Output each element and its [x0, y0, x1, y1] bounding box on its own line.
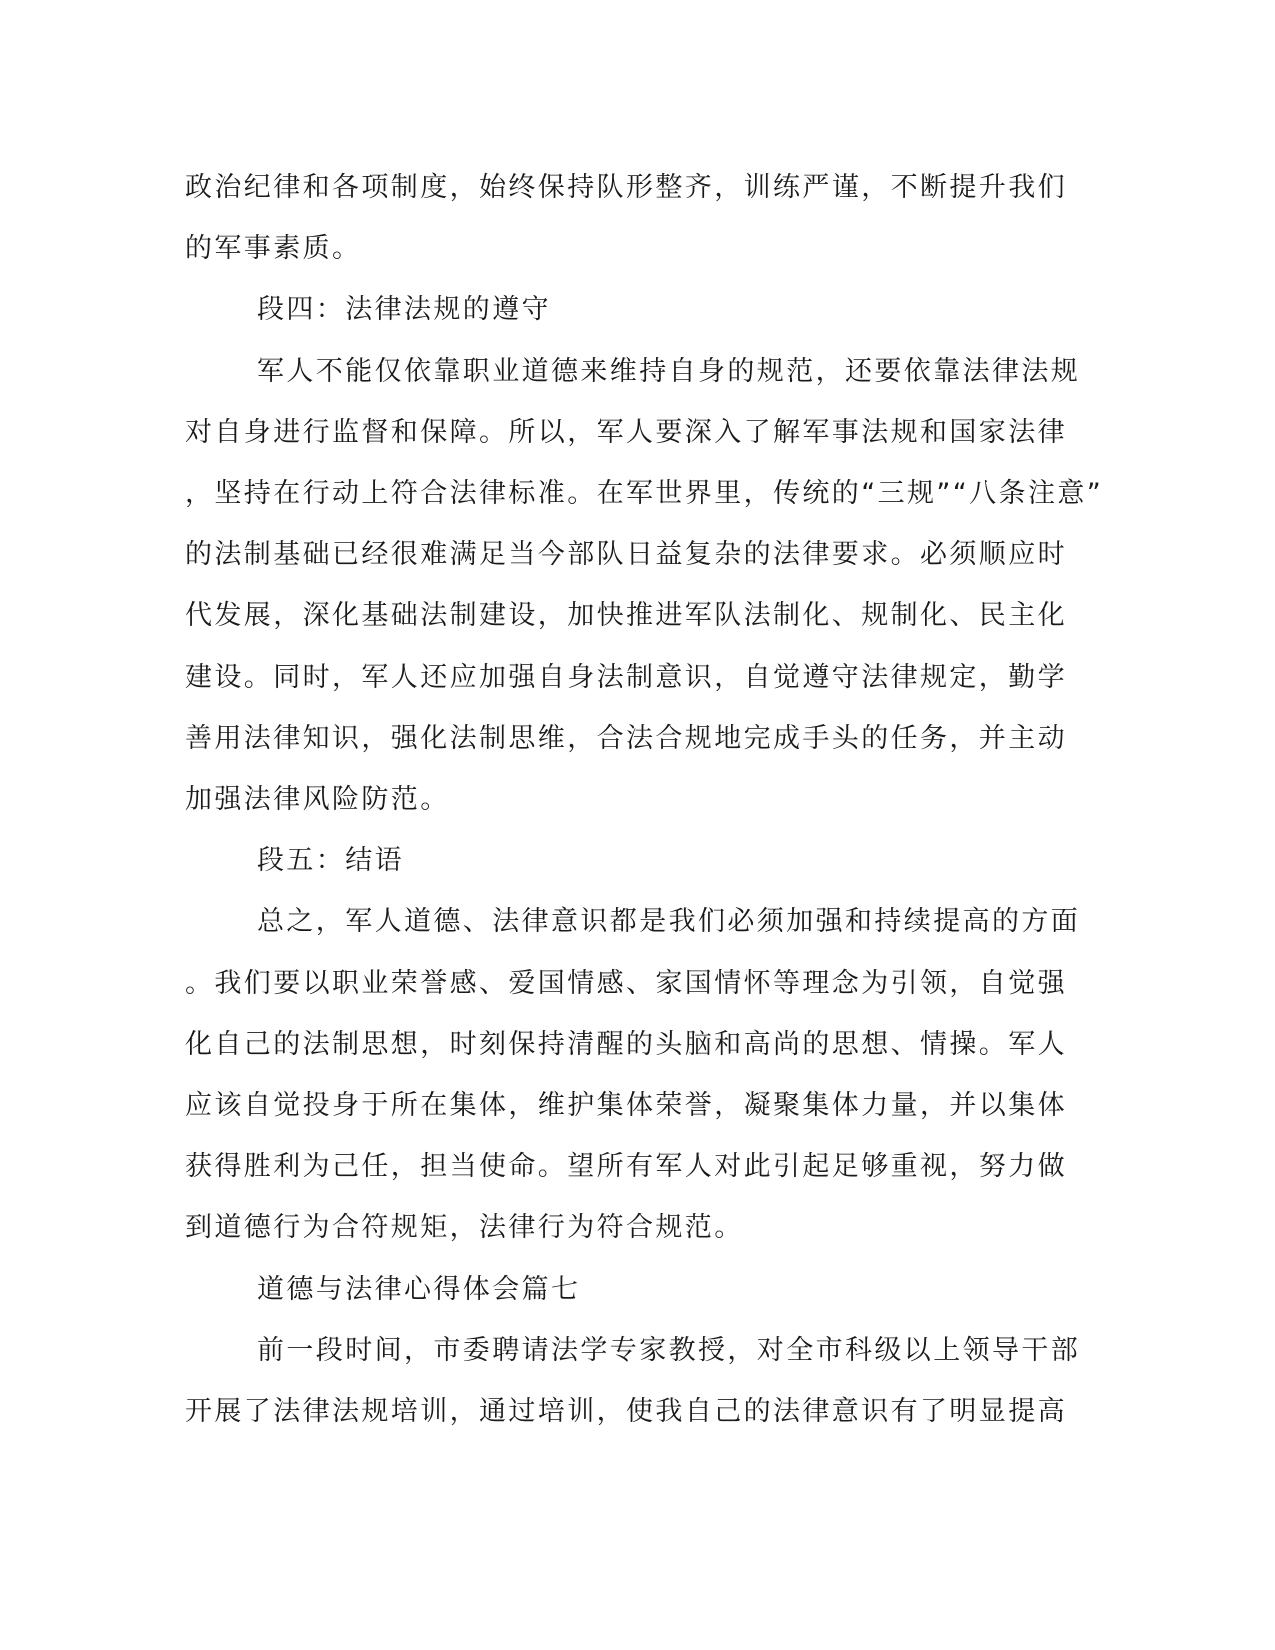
text-line: 的法制基础已经很难满足当今部队日益复杂的法律要求。必须顺应时 [185, 539, 1067, 571]
section-heading-4 [185, 279, 1065, 340]
text-line: 建设。同时，军人还应加强自身法制意识，自觉遵守法律规定，勤学 [185, 661, 1067, 693]
text-line: 加强法律风险防范。 [185, 784, 450, 816]
text-line: 化自己的法制思想，时刻保持清醒的头脑和高尚的思想、情操。军人 [185, 1028, 1067, 1060]
section-heading-5 [185, 830, 1065, 891]
text-line: 对自身进行监督和保障。所以，军人要深入了解军事法规和国家法律 [185, 416, 1067, 448]
paragraph-law-compliance [185, 341, 1104, 831]
text-line: 获得胜利为己任，担当使命。望所有军人对此引起足够重视，努力做 [185, 1151, 1067, 1183]
text-line: ，坚持在行动上符合法律标准。在军世界里，传统的“三规”“八条注意” [185, 478, 1104, 510]
text-line: 开展了法律法规培训，通过培训，使我自己的法律意识有了明显提高 [185, 1396, 1067, 1428]
text-line: 的军事素质。 [185, 233, 362, 265]
text-line: 应该自觉投身于所在集体，维护集体荣誉，凝聚集体力量，并以集体 [185, 1090, 1067, 1122]
article-title-7 [185, 1259, 1065, 1320]
heading-line: 段五：结语 [257, 845, 404, 877]
text-line: 善用法律知识，强化法制思维，合法合规地完成手头的任务，并主动 [185, 722, 1067, 754]
paragraph-continuation [185, 157, 1065, 279]
heading-line: 段四：法律法规的遵守 [257, 294, 551, 326]
text-line: 政治纪律和各项制度，始终保持队形整齐，训练严谨，不断提升我们 [185, 172, 1067, 203]
document-body [185, 157, 1104, 1442]
text-line: 到道德行为合符规矩，法律行为符合规范。 [185, 1212, 744, 1244]
text-line: 代发展，深化基础法制建设，加快推进军队法制化、规制化、民主化 [185, 600, 1067, 632]
text-line: 前一段时间，市委聘请法学专家教授，对全市科级以上领导干部 [257, 1334, 1081, 1366]
text-line: 。我们要以职业荣誉感、爱国情感、家国情怀等理念为引领，自觉强 [185, 967, 1067, 999]
paragraph-conclusion [185, 891, 1081, 1258]
heading-line: 道德与法律心得体会篇七 [257, 1273, 581, 1305]
text-line: 军人不能仅依靠职业道德来维持自身的规范，还要依靠法律法规 [257, 355, 1081, 387]
paragraph-training [185, 1320, 1081, 1442]
text-line: 总之，军人道德、法律意识都是我们必须加强和持续提高的方面 [257, 906, 1081, 938]
